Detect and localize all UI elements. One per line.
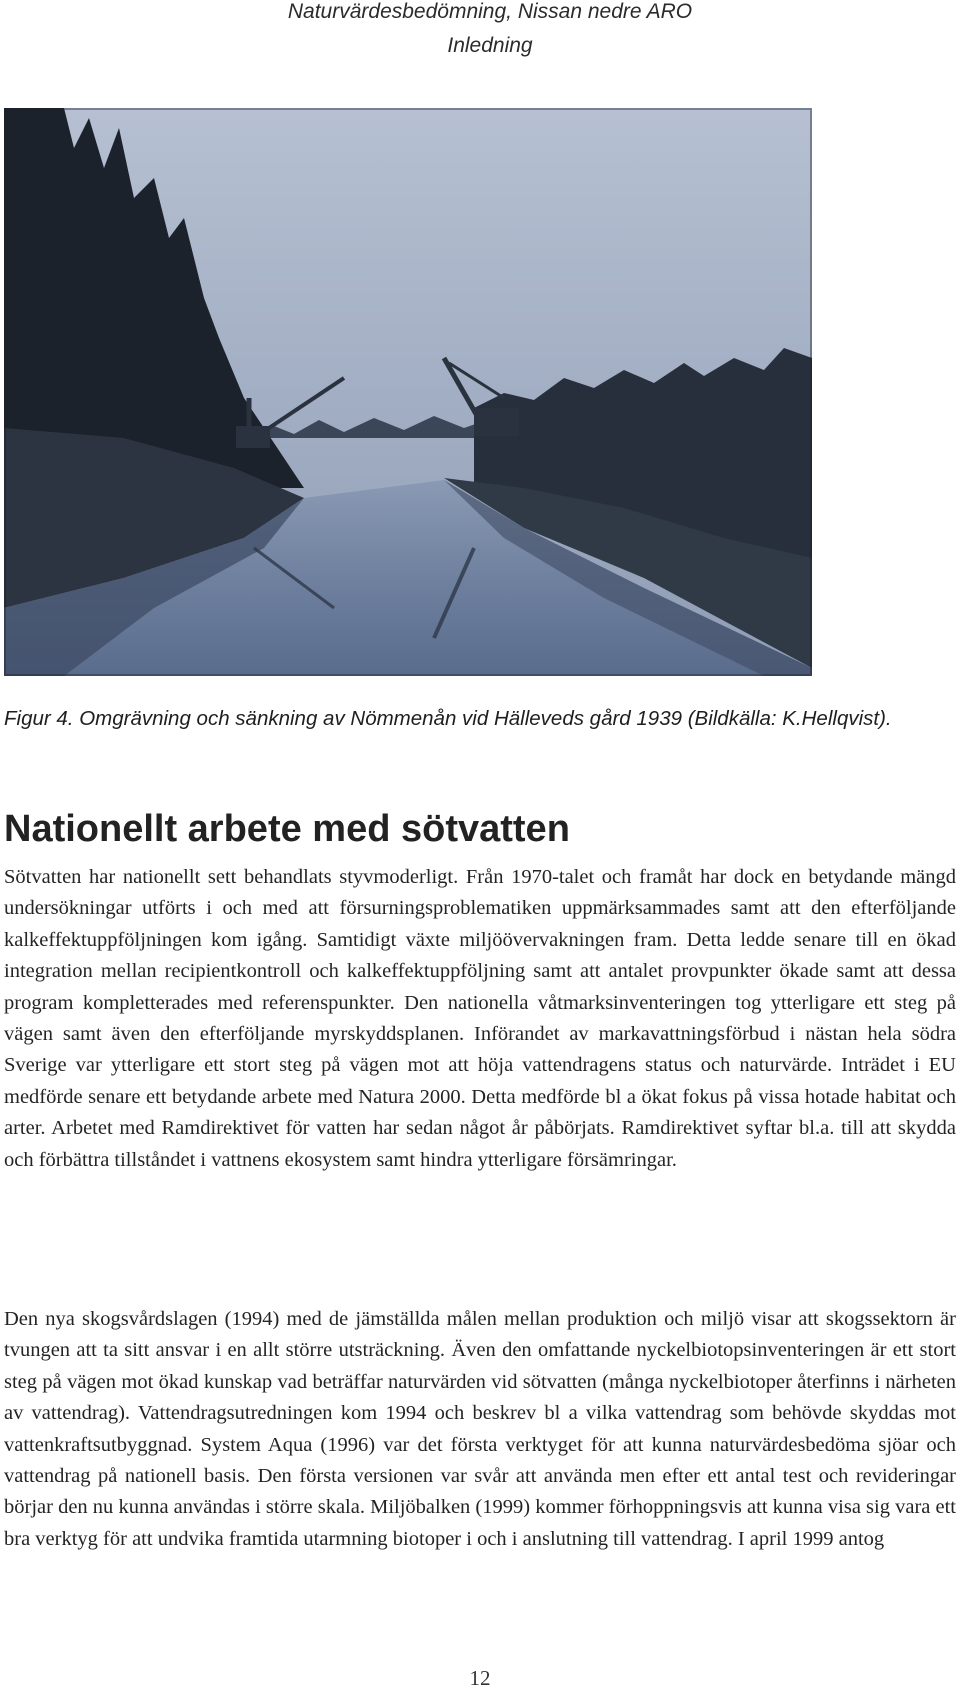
section-heading: Nationellt arbete med sötvatten [4,808,570,850]
page-number: 12 [469,1666,491,1690]
body-paragraph: Den nya skogsvårdslagen (1994) med de jämställda målen mellan produktion och miljö visar att skogssektorn är tvungen att ta sitt ansvar i en allt större utsträckning. Även den omfattande nyckelbiotopsinventeringen är ett stort steg på vägen mot ökad kunskap vad beträffar naturvärden vid sötvatten (många nyckelbiotoper återfinns i närheten av vattendrag). Vattendragsutredningen kom 1994 och beskrev bl a vilka vattendrag som behövde skyddas mot vattenkraftsutbyggnad. System Aqua (1996) var det första verktyget för att kunna naturvärdesbedöma sjöar och vattendrag på nationell basis. Den första versionen var svår att använda men efter ett antal test och revideringar börjar den nu kunna användas i större skala. Miljöbalken (1999) kommer förhoppningsvis att kunna visa sig vara ett bra verktyg för att undvika framtida utarmning biotoper i och i anslutning till vattendrag. I april 1999 antog [4,1308,956,1550]
figure-caption: Figur 4. Omgrävning och sänkning av Nömmenån vid Hälleveds gård 1939 (Bildkälla: K.Hellqvist). [4,707,892,730]
figure-photo [4,108,812,676]
running-head-title: Naturvärdesbedömning, Nissan nedre ARO [287,0,693,23]
canal-photo-illustration [4,108,812,676]
body-paragraph: Sötvatten har nationellt sett behandlats styvmoderligt. Från 1970-talet och framåt har dock en betydande mängd undersökningar utförts i och med att försurningsproblematiken uppmärksammades samt att den efterföljande kalkeffektuppföljningen kom igång. Samtidigt växte miljöövervakningen fram. Detta ledde senare till en ökad integration mellan recipientkontroll och kalkeffektuppföljning samt att antalet provpunkter ökade samt att dessa program kompletterades med referenspunkter. Den nationella våtmarksinventeringen tog ytterligare ett steg på vägen samt även den efterföljande myrskyddsplanen. Införandet av markavattningsförbud i nästan hela södra Sverige var ytterligare ett stort steg på vägen mot att höja vattendragens status och naturvärde. Inträdet i EU medförde senare ett betydande arbete med Natura 2000. Detta medförde bl a ökat fokus på vissa hotade habitat och arter. Arbetet med Ramdirektivet för vatten har sedan något år påbörjats. Ramdirektivet syftar bl.a. till att skydda och förbättra tillståndet i vattnens ekosystem samt hindra ytterligare försämringar. [4,866,956,1171]
running-head-chapter: Inledning [447,34,533,57]
